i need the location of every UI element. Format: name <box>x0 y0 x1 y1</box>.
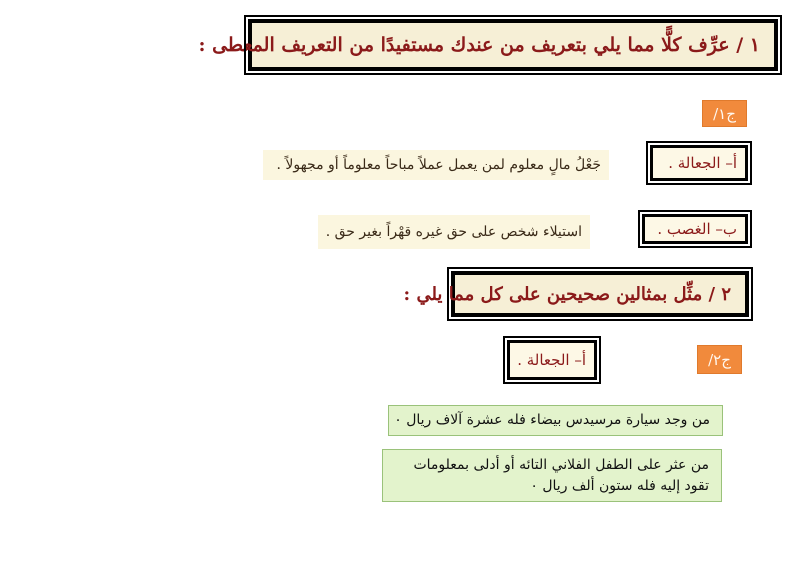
question-1-heading: ١ / عرِّف كلًّا مما يلي بتعريف من عندك مستفيدًا من التعريف المعطى : <box>248 19 778 71</box>
answer-2-tag: ج٢/ <box>697 345 742 374</box>
answer-1-tag: ج١/ <box>702 100 747 127</box>
definition-ghasb: استيلاء شخص على حق غيره قهْراً بغير حق . <box>318 215 590 249</box>
term-ghasb: ب– الغصب . <box>642 214 748 244</box>
question-2-heading: ٢ / مثِّل بمثالين صحيحين على كل مما يلي : <box>451 271 749 317</box>
example-2: من عثر على الطفل الفلاني التائه أو أدلى بمعلومات تقود إليه فله ستون ألف ريال ٠ <box>382 449 722 502</box>
definition-jaala: جَعْلُ مالٍ معلوم لمن يعمل عملاً مباحاً معلوماً أو مجهولاً . <box>263 150 609 180</box>
example-1: من وجد سيارة مرسيدس بيضاء فله عشرة آلاف ريال ٠ <box>388 405 723 436</box>
term-jaala-examples: أ– الجعالة . <box>507 340 597 380</box>
term-jaala: أ– الجعالة . <box>650 145 748 181</box>
